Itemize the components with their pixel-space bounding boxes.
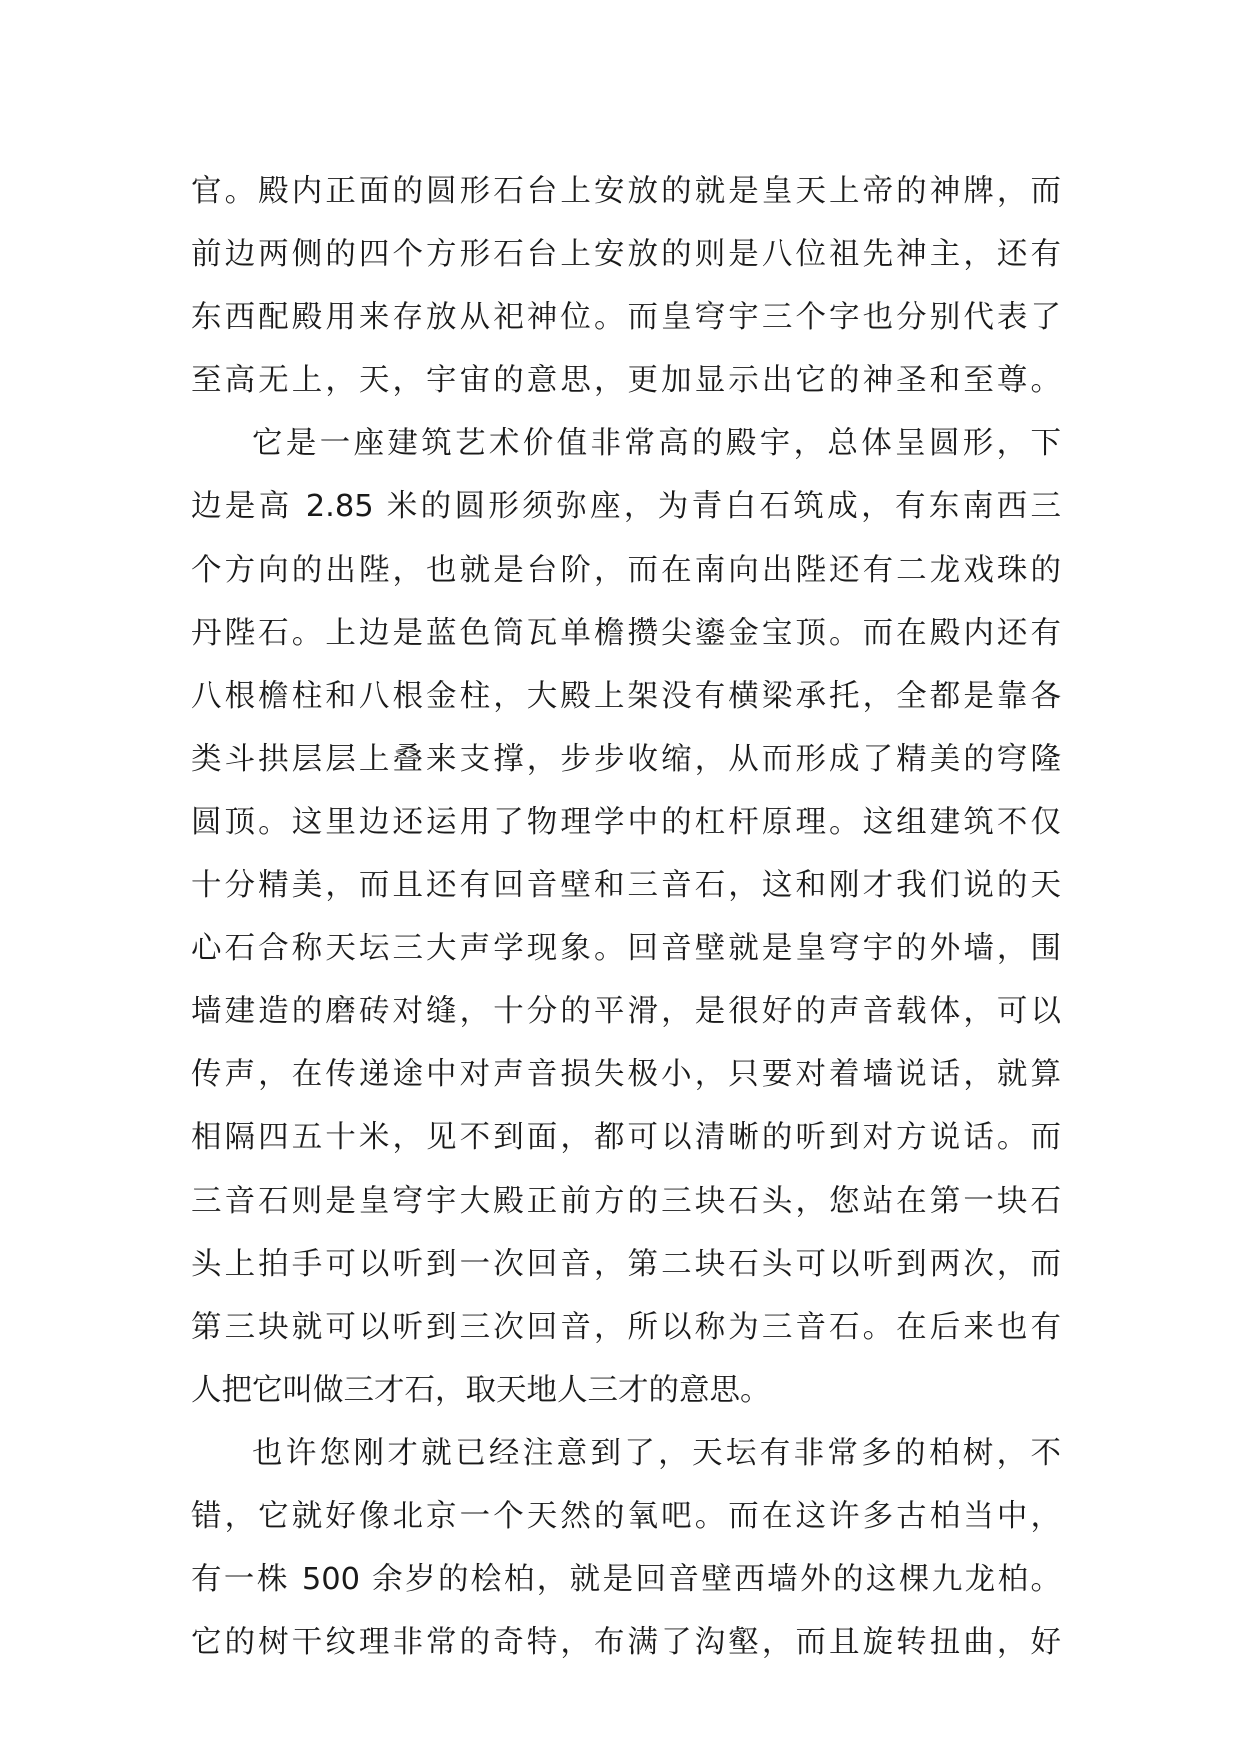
text-line: 圆顶。这里边还运用了物理学中的杠杆原理。这组建筑不仅 — [191, 804, 1061, 840]
text-line: 至高无上，天，宇宙的意思，更加显示出它的神圣和至尊。 — [191, 363, 1061, 399]
text-line: 传声，在传递途中对声音损失极小，只要对着墙说话，就算 — [191, 1057, 1061, 1093]
text-line: 相隔四五十米，见不到面，都可以清晰的听到对方说话。而 — [191, 1120, 1061, 1156]
text-line: 前边两侧的四个方形石台上安放的则是八位祖先神主，还有 — [191, 237, 1061, 273]
text-line: 人把它叫做三才石，取天地人三才的意思。 — [191, 1372, 771, 1408]
text-line: 十分精美，而且还有回音壁和三音石，这和刚才我们说的天 — [191, 868, 1061, 904]
text-line: 官。殿内正面的圆形石台上安放的就是皇天上帝的神牌，而 — [191, 174, 1061, 209]
text-line: 第三块就可以听到三次回音，所以称为三音石。在后来也有 — [191, 1309, 1061, 1345]
text-line: 丹陛石。上边是蓝色筒瓦单檐攒尖鎏金宝顶。而在殿内还有 — [191, 615, 1061, 651]
text-line: 个方向的出陛，也就是台阶，而在南向出陛还有二龙戏珠的 — [191, 552, 1061, 588]
text-line: 八根檐柱和八根金柱，大殿上架没有横梁承托，全都是靠各 — [191, 678, 1061, 714]
text-line: 也许您刚才就已经注意到了，天坛有非常多的柏树，不 — [252, 1435, 1061, 1471]
text-line: 墙建造的磨砖对缝，十分的平滑，是很好的声音载体，可以 — [191, 994, 1061, 1030]
body-text — [191, 160, 1061, 1674]
text-line: 它是一座建筑艺术价值非常高的殿宇，总体呈圆形，下 — [252, 426, 1061, 462]
text-line: 三音石则是皇穹宇大殿正前方的三块石头，您站在第一块石 — [191, 1183, 1061, 1219]
text-line: 错，它就好像北京一个天然的氧吧。而在这许多古柏当中， — [191, 1498, 1061, 1534]
text-line: 东西配殿用来存放从祀神位。而皇穹宇三个字也分别代表了 — [191, 300, 1061, 336]
text-line: 有一株 500 余岁的桧柏，就是回音壁西墙外的这棵九龙柏。 — [191, 1562, 1061, 1598]
text-line: 它的树干纹理非常的奇特，布满了沟壑，而且旋转扭曲，好 — [191, 1625, 1061, 1661]
text-line: 心石合称天坛三大声学现象。回音壁就是皇穹宇的外墙，围 — [191, 931, 1061, 967]
text-line: 边是高 2.85 米的圆形须弥座，为青白石筑成，有东南西三 — [191, 489, 1061, 525]
text-line: 类斗拱层层上叠来支撑，步步收缩，从而形成了精美的穹隆 — [191, 741, 1061, 777]
text-line: 头上拍手可以听到一次回音，第二块石头可以听到两次，而 — [191, 1246, 1061, 1282]
